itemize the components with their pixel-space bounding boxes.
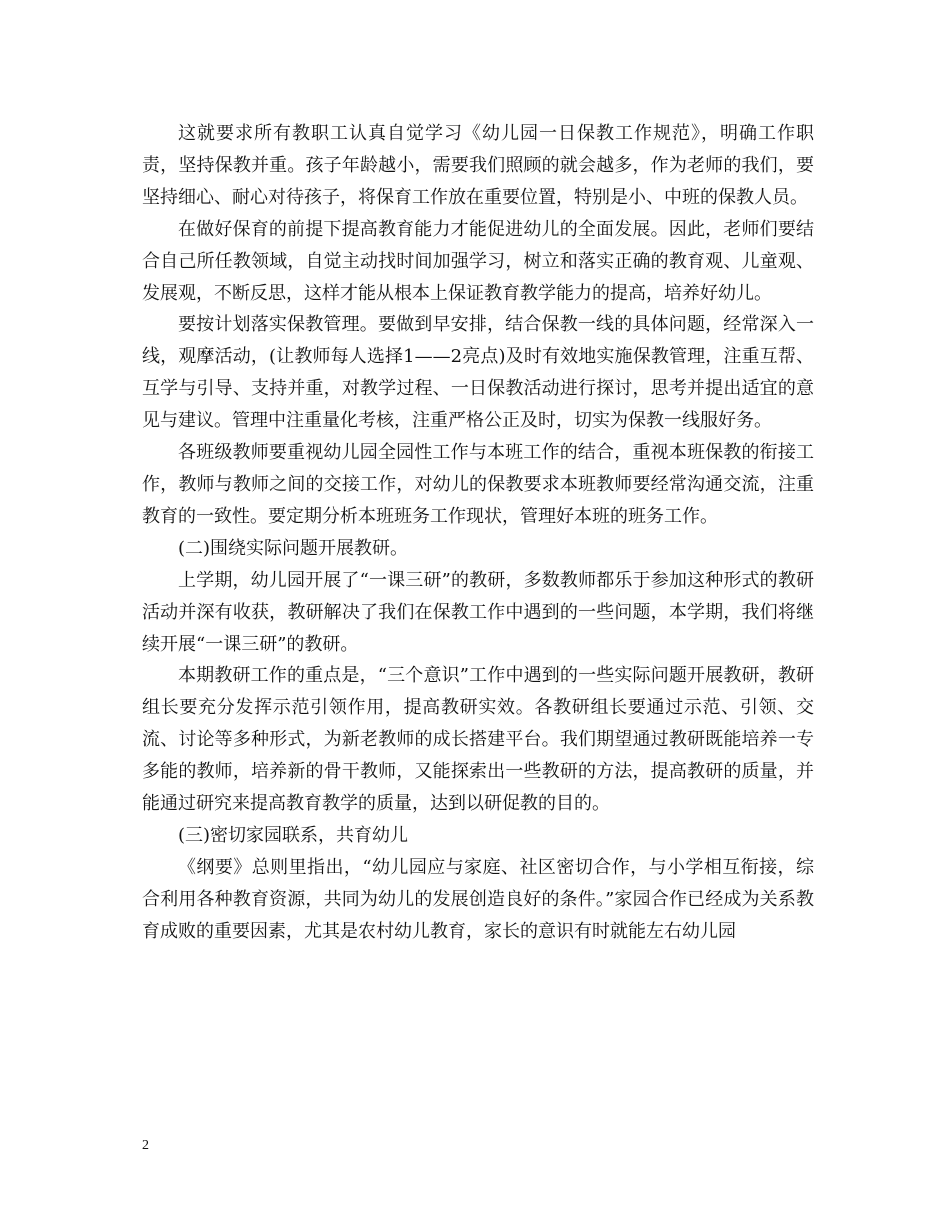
section-heading-3: (三)密切家园联系，共育幼儿 xyxy=(178,824,409,846)
section-heading-2: (二)围绕实际问题开展教研。 xyxy=(178,537,409,559)
paragraph-6: 本期教研工作的重点是，“三个意识”工作中遇到的一些实际问题开展教研，教研组长要充分发挥示范引领作用，提高教研实效。各教研组长要通过示范、引领、交流、讨论等多种形式，为新老教师的成长搭建平台。我们期望通过教研既能培养一专多能的教师，培养新的骨干教师，又能探索出一些教研的方法，提高教研的质量，并能通过研究来提高教育教学的质量，达到以研促教的目的。 xyxy=(142,665,814,815)
paragraph-1: 这就要求所有教职工认真自觉学习《幼儿园一日保教工作规范》，明确工作职责，坚持保教并重。孩子年龄越小，需要我们照顾的就会越多，作为老师的我们，要坚持细心、耐心对待孩子，将保育工作放在重要位置，特别是小、中班的保教人员。 xyxy=(142,123,814,208)
paragraph-5: 上学期，幼儿园开展了“一课三研”的教研，多数教师都乐于参加这种形式的教研活动并深有收获，教研解决了我们在保教工作中遇到的一些问题，本学期，我们将继续开展“一课三研”的教研。 xyxy=(142,569,814,655)
paragraph-2: 在做好保育的前提下提高教育能力才能促进幼儿的全面发展。因此，老师们要结合自己所任教领域，自觉主动找时间加强学习，树立和落实正确的教育观、儿童观、发展观，不断反思，这样才能从根本上保证教育教学能力的提高，培养好幼儿。 xyxy=(142,218,814,304)
page-number: 2 xyxy=(142,1138,149,1153)
paragraph-7: 《纲要》总则里指出，“幼儿园应与家庭、社区密切合作，与小学相互衔接，综合利用各种教育资源，共同为幼儿的发展创造良好的条件。”家园合作已经成为关系教育成败的重要因素，尤其是农村幼儿教育，家长的意识有时就能左右幼儿园 xyxy=(142,856,814,942)
paragraph-4: 各班级教师要重视幼儿园全园性工作与本班工作的结合，重视本班保教的衔接工作，教师与教师之间的交接工作，对幼儿的保教要求本班教师要经常沟通交流，注重教育的一致性。要定期分析本班班务工作现状，管理好本班的班务工作。 xyxy=(142,442,814,527)
paragraph-3: 要按计划落实保教管理。要做到早安排，结合保教一线的具体问题，经常深入一线，观摩活动，(让教师每人选择1——2亮点)及时有效地实施保教管理，注重互帮、互学与引导、支持并重，对教学过程、一日保教活动进行探讨，思考并提出适宜的意见与建议。管理中注重量化考核，注重严格公正及时，切实为保教一线服好务。 xyxy=(142,314,814,432)
document-body xyxy=(142,118,814,948)
